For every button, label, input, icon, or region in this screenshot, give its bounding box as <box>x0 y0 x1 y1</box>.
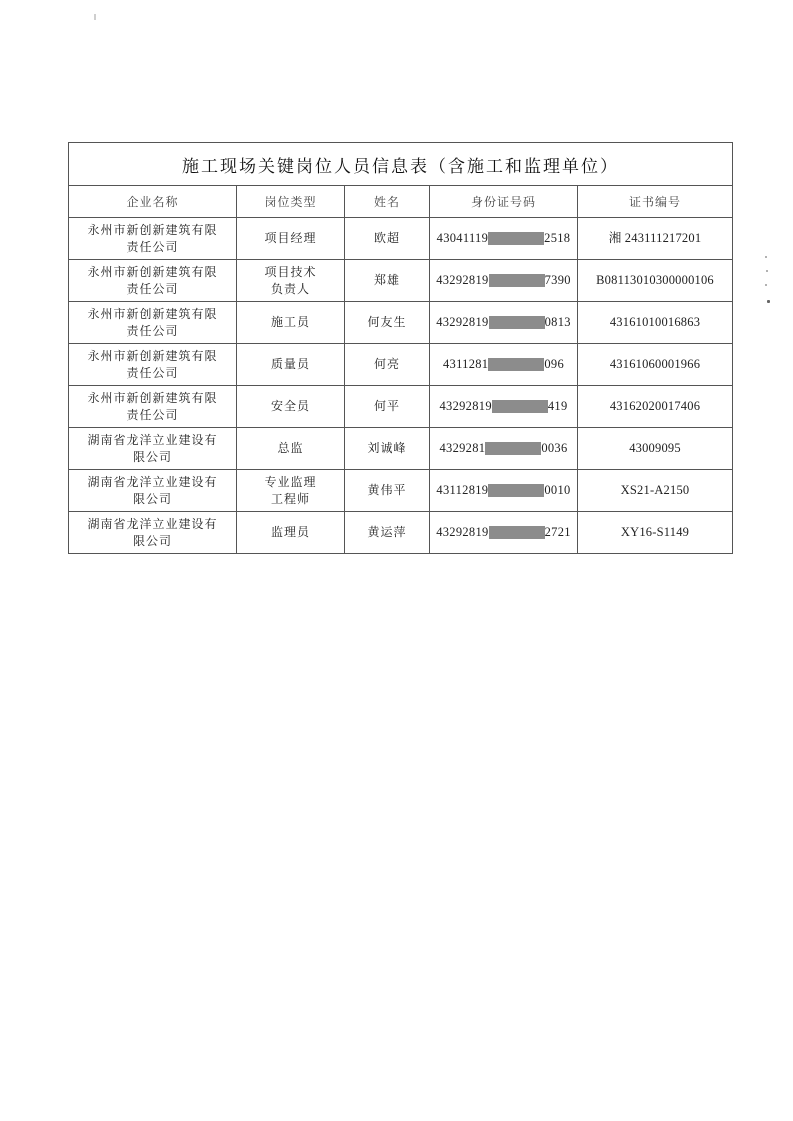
id-number-cell <box>430 218 578 260</box>
role-cell <box>237 344 345 386</box>
id-number-cell <box>430 470 578 512</box>
redaction-block <box>488 358 544 371</box>
table-body <box>69 218 733 554</box>
company-cell <box>69 512 237 554</box>
id-number-suffix: 0010 <box>544 483 571 497</box>
person-name-cell: 郑雄 <box>345 260 430 302</box>
cert-number-cell: B08113010300000106 <box>578 260 733 302</box>
scan-speck <box>94 14 96 20</box>
redaction-block <box>488 484 544 497</box>
redaction-block <box>488 232 544 245</box>
company-name-line: 湖南省龙洋立业建设有 <box>87 516 218 531</box>
company-name-line: 永州市新创新建筑有限 <box>87 390 218 405</box>
id-number-prefix: 43292819 <box>439 399 492 413</box>
company-name-line: 限公司 <box>132 449 172 464</box>
company-cell <box>69 428 237 470</box>
company-name-line: 湖南省龙洋立业建设有 <box>87 432 218 447</box>
id-number-suffix: 0813 <box>544 315 571 329</box>
header-cert-number: 证书编号 <box>578 186 733 218</box>
table-row <box>69 512 733 554</box>
table-header-row <box>69 186 733 218</box>
cert-number-cell: 43009095 <box>578 428 733 470</box>
company-name-line: 永州市新创新建筑有限 <box>87 264 218 279</box>
id-number-prefix: 43292819 <box>436 273 489 287</box>
person-name-cell: 何平 <box>345 386 430 428</box>
role-line: 质量员 <box>270 357 310 371</box>
role-line: 项目技术 <box>264 264 317 279</box>
role-line: 项目经理 <box>264 231 317 245</box>
company-cell <box>69 218 237 260</box>
table-row <box>69 260 733 302</box>
company-name-line: 湖南省龙洋立业建设有 <box>87 474 218 489</box>
id-number-prefix: 4329281 <box>439 441 486 455</box>
role-cell <box>237 260 345 302</box>
company-cell <box>69 470 237 512</box>
role-cell <box>237 302 345 344</box>
role-line: 总监 <box>277 441 304 455</box>
role-cell <box>237 386 345 428</box>
role-line: 监理员 <box>270 525 310 539</box>
person-name-cell: 何友生 <box>345 302 430 344</box>
id-number-suffix: 2721 <box>544 525 571 539</box>
id-number-cell <box>430 302 578 344</box>
redaction-block <box>492 400 548 413</box>
redaction-block <box>485 442 541 455</box>
table-row <box>69 386 733 428</box>
id-number-cell <box>430 386 578 428</box>
company-cell <box>69 386 237 428</box>
company-name-line: 责任公司 <box>126 239 179 254</box>
role-line: 安全员 <box>270 399 310 413</box>
id-number-suffix: 096 <box>544 357 565 371</box>
table-row <box>69 302 733 344</box>
id-number-prefix: 43292819 <box>436 315 489 329</box>
company-name-line: 限公司 <box>132 491 172 506</box>
person-name-cell: 黄运萍 <box>345 512 430 554</box>
header-name: 姓名 <box>345 186 430 218</box>
company-name-line: 永州市新创新建筑有限 <box>87 306 218 321</box>
scan-specks <box>764 256 770 306</box>
role-line: 施工员 <box>270 315 310 329</box>
cert-number-cell: 43161060001966 <box>578 344 733 386</box>
id-number-suffix: 0036 <box>541 441 568 455</box>
table-row <box>69 218 733 260</box>
id-number-prefix: 4311281 <box>442 357 489 371</box>
cert-number-cell: XS21-A2150 <box>578 470 733 512</box>
header-company: 企业名称 <box>69 186 237 218</box>
id-number-cell <box>430 428 578 470</box>
cert-number-cell: 湘 243111217201 <box>578 218 733 260</box>
id-number-cell <box>430 344 578 386</box>
id-number-cell <box>430 260 578 302</box>
company-name-line: 永州市新创新建筑有限 <box>87 222 218 237</box>
redaction-block <box>489 274 545 287</box>
scan-speck <box>765 284 767 286</box>
company-cell <box>69 302 237 344</box>
id-number-prefix: 43112819 <box>436 483 489 497</box>
role-line: 专业监理 <box>264 474 317 489</box>
table-row <box>69 470 733 512</box>
id-number-prefix: 43292819 <box>436 525 489 539</box>
role-cell <box>237 428 345 470</box>
person-name-cell: 黄伟平 <box>345 470 430 512</box>
scan-speck <box>767 300 770 303</box>
company-name-line: 责任公司 <box>126 281 179 296</box>
personnel-info-table <box>68 142 733 554</box>
table-row <box>69 428 733 470</box>
company-name-line: 责任公司 <box>126 323 179 338</box>
role-cell <box>237 470 345 512</box>
person-name-cell: 何亮 <box>345 344 430 386</box>
role-line: 工程师 <box>270 491 310 506</box>
id-number-suffix: 419 <box>547 399 568 413</box>
role-line: 负责人 <box>270 281 310 296</box>
id-number-suffix: 7390 <box>544 273 571 287</box>
cert-number-cell: 43161010016863 <box>578 302 733 344</box>
company-name-line: 限公司 <box>132 533 172 548</box>
company-name-line: 责任公司 <box>126 407 179 422</box>
company-name-line: 永州市新创新建筑有限 <box>87 348 218 363</box>
table-row <box>69 344 733 386</box>
redaction-block <box>489 316 545 329</box>
redaction-block <box>489 526 545 539</box>
cert-number-cell: XY16-S1149 <box>578 512 733 554</box>
id-number-suffix: 2518 <box>544 231 571 245</box>
cert-number-cell: 43162020017406 <box>578 386 733 428</box>
company-cell <box>69 344 237 386</box>
header-id-number: 身份证号码 <box>430 186 578 218</box>
id-number-cell <box>430 512 578 554</box>
company-name-line: 责任公司 <box>126 365 179 380</box>
role-cell <box>237 512 345 554</box>
role-cell <box>237 218 345 260</box>
header-role: 岗位类型 <box>237 186 345 218</box>
table-title: 施工现场关键岗位人员信息表（含施工和监理单位） <box>69 143 733 186</box>
scan-speck <box>765 256 767 258</box>
scan-speck <box>766 270 768 272</box>
person-name-cell: 欧超 <box>345 218 430 260</box>
table-title-row <box>69 143 733 186</box>
id-number-prefix: 43041119 <box>436 231 489 245</box>
person-name-cell: 刘诚峰 <box>345 428 430 470</box>
company-cell <box>69 260 237 302</box>
